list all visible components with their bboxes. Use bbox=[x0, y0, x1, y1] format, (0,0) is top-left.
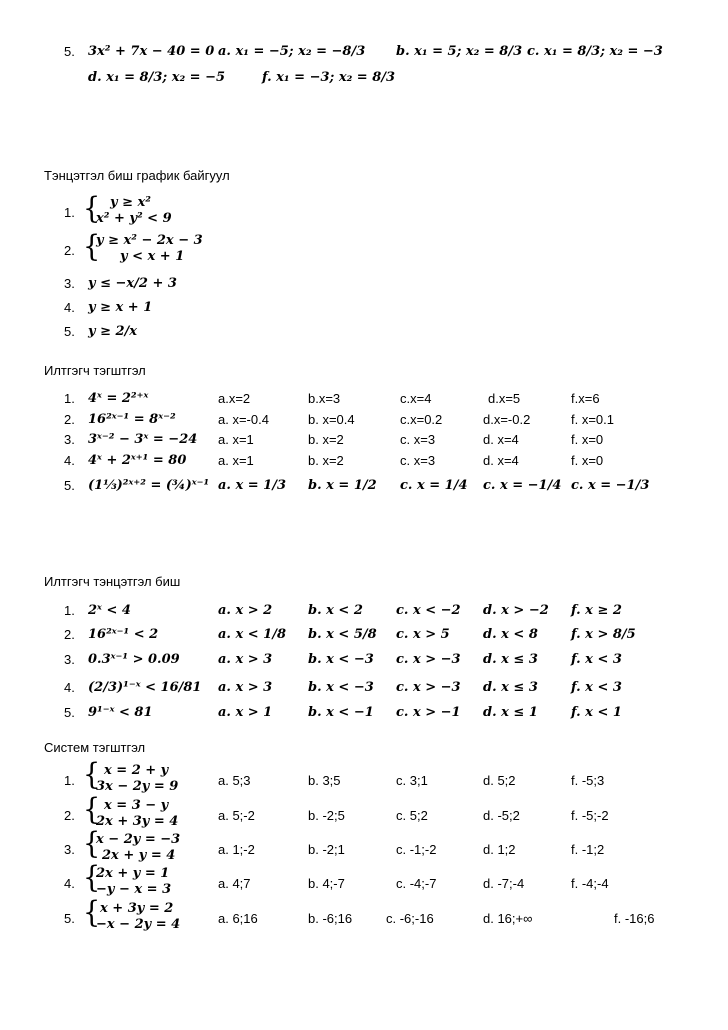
s3-row-1-option-f: f. x ≥ 2 bbox=[571, 603, 622, 618]
s2-row-2-option-a: a. x=-0.4 bbox=[218, 412, 269, 427]
s2-row-2-option-f: f. x=0.1 bbox=[571, 412, 614, 427]
s2-row-4-option-c: c. x=3 bbox=[400, 453, 436, 468]
s4-row-4-option-b: b. 4;-7 bbox=[308, 876, 345, 891]
s2-row-1-option-b: b.x=3 bbox=[308, 391, 341, 406]
s4-row-3-brace: { bbox=[82, 826, 101, 861]
s2-row-1-equation: 4ˣ = 2²⁺ˣ bbox=[88, 391, 149, 406]
s2-row-1-number: 1. bbox=[64, 391, 75, 406]
s4-row-4-brace: { bbox=[82, 860, 101, 895]
s3-row-1-inequality: 2ˣ < 4 bbox=[88, 603, 131, 618]
s1-item-2-system bbox=[96, 233, 203, 265]
s4-row-5-option-a: a. 6;16 bbox=[218, 911, 258, 926]
s4-row-3-system bbox=[96, 832, 180, 864]
s2-row-5-option-f: c. x = −1/3 bbox=[571, 478, 650, 493]
s4-row-2-option-d: d. -5;2 bbox=[483, 808, 520, 823]
s3-row-5-option-f: f. x < 1 bbox=[571, 705, 622, 720]
s3-row-3-inequality: 0.3ˣ⁻¹ > 0.09 bbox=[88, 652, 180, 667]
s1-item-5-expr: y ≥ 2/x bbox=[88, 324, 138, 339]
s3-row-2-option-a: a. x < 1/8 bbox=[218, 627, 287, 642]
s3-row-2-option-d: d. x < 8 bbox=[483, 627, 538, 642]
s4-row-3-number: 3. bbox=[64, 842, 75, 857]
s4-row-5-system bbox=[96, 901, 180, 933]
s4-row-5-option-b: b. -6;16 bbox=[308, 911, 353, 926]
s4-row-5-number: 5. bbox=[64, 911, 75, 926]
s3-row-5-option-d: d. x ≤ 1 bbox=[483, 705, 538, 720]
s1-item-1-line1: y ≥ x² bbox=[110, 195, 151, 210]
s3-row-5-option-c: c. x > −1 bbox=[396, 705, 461, 720]
s4-row-2-option-c: c. 5;2 bbox=[396, 808, 428, 823]
s1-item-3-expr: y ≤ −x/2 + 3 bbox=[88, 276, 177, 291]
s2-row-1-option-f: f.x=6 bbox=[571, 391, 600, 406]
s4-row-3-option-f: f. -1;2 bbox=[571, 842, 605, 857]
s4-row-1-option-d: d. 5;2 bbox=[483, 773, 516, 788]
s4-row-1-number: 1. bbox=[64, 773, 75, 788]
s3-row-4-option-c: c. x > −3 bbox=[396, 680, 461, 695]
s4-row-4-option-f: f. -4;-4 bbox=[571, 876, 609, 891]
s1-item-1-brace: { bbox=[82, 191, 101, 226]
s4-row-2-option-a: a. 5;-2 bbox=[218, 808, 255, 823]
s3-row-4-option-a: a. x > 3 bbox=[218, 680, 273, 695]
section-title-system-equations: Систем тэгштгэл bbox=[44, 740, 146, 755]
s2-row-4-equation: 4ˣ + 2ˣ⁺¹ = 80 bbox=[88, 453, 187, 468]
s4-row-5-brace: { bbox=[82, 895, 101, 930]
s4-row-1-option-b: b. 3;5 bbox=[308, 773, 341, 788]
s2-row-5-option-d: c. x = −1/4 bbox=[483, 478, 562, 493]
s3-row-1-number: 1. bbox=[64, 603, 75, 618]
s4-row-1-option-f: f. -5;3 bbox=[571, 773, 605, 788]
s3-row-4-option-f: f. x < 3 bbox=[571, 680, 622, 695]
s4-row-5-option-c: c. -6;-16 bbox=[386, 911, 434, 926]
s1-item-4-number: 4. bbox=[64, 300, 75, 315]
s2-row-3-option-a: a. x=1 bbox=[218, 432, 254, 447]
s3-row-4-inequality: (2/3)¹⁻ˣ < 16/81 bbox=[88, 680, 202, 695]
s3-row-5-option-a: a. x > 1 bbox=[218, 705, 273, 720]
s2-row-3-option-f: f. x=0 bbox=[571, 432, 604, 447]
s4-row-3-option-d: d. 1;2 bbox=[483, 842, 516, 857]
s3-row-5-option-b: b. x < −1 bbox=[308, 705, 374, 720]
s4-row-3-line1: x − 2y = −3 bbox=[96, 832, 181, 847]
s4-row-5-line1: x + 3y = 2 bbox=[100, 901, 174, 916]
q5-number: 5. bbox=[64, 44, 75, 59]
s4-row-1-line1: x = 2 + y bbox=[104, 763, 169, 778]
s1-item-2-line1: y ≥ x² − 2x − 3 bbox=[96, 233, 203, 248]
s3-row-1-option-a: a. x > 2 bbox=[218, 603, 273, 618]
s2-row-3-option-c: c. x=3 bbox=[400, 432, 436, 447]
s2-row-4-number: 4. bbox=[64, 453, 75, 468]
s2-row-5-option-a: a. x = 1/3 bbox=[218, 478, 287, 493]
q5-equation: 3x² + 7x − 40 = 0 bbox=[88, 44, 215, 59]
s3-row-3-number: 3. bbox=[64, 652, 75, 667]
s3-row-2-option-f: f. x > 8/5 bbox=[571, 627, 636, 642]
s4-row-2-number: 2. bbox=[64, 808, 75, 823]
s3-row-3-option-a: a. x > 3 bbox=[218, 652, 273, 667]
s1-item-4-expr: y ≥ x + 1 bbox=[88, 300, 153, 315]
s4-row-4-line2: −y − x = 3 bbox=[96, 882, 172, 897]
s3-row-1-option-b: b. x < 2 bbox=[308, 603, 363, 618]
section-title-exponential-inequalities: Илтгэгч тэнцэтгэл биш bbox=[44, 574, 181, 589]
s4-row-2-system bbox=[96, 798, 178, 830]
s2-row-3-option-b: b. x=2 bbox=[308, 432, 344, 447]
q5-option-f: f. x₁ = −3; x₂ = 8/3 bbox=[262, 70, 396, 85]
s1-item-5-number: 5. bbox=[64, 324, 75, 339]
s3-row-3-option-b: b. x < −3 bbox=[308, 652, 374, 667]
q5-option-c: c. x₁ = 8/3; x₂ = −3 bbox=[527, 44, 663, 59]
s3-row-4-number: 4. bbox=[64, 680, 75, 695]
q5-option-d: d. x₁ = 8/3; x₂ = −5 bbox=[88, 70, 226, 85]
s4-row-4-option-c: c. -4;-7 bbox=[396, 876, 437, 891]
s2-row-4-option-d: d. x=4 bbox=[483, 453, 519, 468]
section-title-inequality-graphs: Тэнцэтгэл биш график байгуул bbox=[44, 168, 230, 183]
s1-item-2-number: 2. bbox=[64, 243, 75, 258]
s4-row-4-option-a: a. 4;7 bbox=[218, 876, 251, 891]
s3-row-1-option-d: d. x > −2 bbox=[483, 603, 549, 618]
s2-row-5-option-c: c. x = 1/4 bbox=[400, 478, 468, 493]
s3-row-5-number: 5. bbox=[64, 705, 75, 720]
s3-row-2-inequality: 16²ˣ⁻¹ < 2 bbox=[88, 627, 159, 642]
s3-row-3-option-d: d. x ≤ 3 bbox=[483, 652, 538, 667]
s3-row-2-number: 2. bbox=[64, 627, 75, 642]
s3-row-4-option-d: d. x ≤ 3 bbox=[483, 680, 538, 695]
s2-row-3-equation: 3ˣ⁻² − 3ˣ = −24 bbox=[88, 432, 198, 447]
s1-item-1-number: 1. bbox=[64, 205, 75, 220]
s3-row-2-option-c: c. x > 5 bbox=[396, 627, 450, 642]
s2-row-1-option-d: d.x=5 bbox=[488, 391, 521, 406]
s4-row-2-brace: { bbox=[82, 792, 101, 827]
s3-row-3-option-c: c. x > −3 bbox=[396, 652, 461, 667]
s4-row-2-line1: x = 3 − y bbox=[104, 798, 169, 813]
s4-row-4-system bbox=[96, 866, 171, 898]
s2-row-5-equation: (1⅓)²ˣ⁺² = (¾)ˣ⁻¹ bbox=[88, 478, 210, 493]
s2-row-2-option-c: c.x=0.2 bbox=[400, 412, 443, 427]
s1-item-1-system bbox=[96, 195, 172, 227]
s2-row-3-number: 3. bbox=[64, 432, 75, 447]
s1-item-1-line2: x² + y² < 9 bbox=[96, 211, 172, 226]
s2-row-2-option-b: b. x=0.4 bbox=[308, 412, 355, 427]
q5-option-a: a. x₁ = −5; x₂ = −8/3 bbox=[218, 44, 366, 59]
s2-row-4-option-f: f. x=0 bbox=[571, 453, 604, 468]
s4-row-5-option-d: d. 16;+∞ bbox=[483, 911, 533, 926]
s2-row-4-option-b: b. x=2 bbox=[308, 453, 344, 468]
s4-row-1-system bbox=[96, 763, 178, 795]
s2-row-5-number: 5. bbox=[64, 478, 75, 493]
s4-row-4-line1: 2x + y = 1 bbox=[96, 866, 170, 881]
s4-row-4-number: 4. bbox=[64, 876, 75, 891]
s4-row-3-option-c: c. -1;-2 bbox=[396, 842, 437, 857]
s1-item-2-brace: { bbox=[82, 229, 101, 264]
s4-row-2-option-b: b. -2;5 bbox=[308, 808, 345, 823]
section-title-exponential-equations: Илтгэгч тэгштгэл bbox=[44, 363, 146, 378]
s4-row-3-line2: 2x + y = 4 bbox=[102, 848, 176, 863]
s4-row-1-option-c: c. 3;1 bbox=[396, 773, 428, 788]
s4-row-3-option-b: b. -2;1 bbox=[308, 842, 345, 857]
s3-row-2-option-b: b. x < 5/8 bbox=[308, 627, 377, 642]
s2-row-2-number: 2. bbox=[64, 412, 75, 427]
s4-row-5-line2: −x − 2y = 4 bbox=[96, 917, 181, 932]
s2-row-2-option-d: d.x=-0.2 bbox=[483, 412, 531, 427]
s3-row-1-option-c: c. x < −2 bbox=[396, 603, 461, 618]
s4-row-1-line2: 3x − 2y = 9 bbox=[96, 779, 179, 794]
s4-row-5-option-f: f. -16;6 bbox=[614, 911, 655, 926]
s1-item-2-line2: y < x + 1 bbox=[120, 249, 185, 264]
s2-row-4-option-a: a. x=1 bbox=[218, 453, 254, 468]
s4-row-3-option-a: a. 1;-2 bbox=[218, 842, 255, 857]
s4-row-2-line2: 2x + 3y = 4 bbox=[96, 814, 179, 829]
s4-row-1-brace: { bbox=[82, 757, 101, 792]
s2-row-3-option-d: d. x=4 bbox=[483, 432, 519, 447]
s2-row-1-option-a: a.x=2 bbox=[218, 391, 251, 406]
s3-row-4-option-b: b. x < −3 bbox=[308, 680, 374, 695]
s2-row-5-option-b: b. x = 1/2 bbox=[308, 478, 377, 493]
s2-row-1-option-c: c.x=4 bbox=[400, 391, 432, 406]
s3-row-5-inequality: 9¹⁻ˣ < 81 bbox=[88, 705, 153, 720]
s4-row-4-option-d: d. -7;-4 bbox=[483, 876, 525, 891]
s4-row-2-option-f: f. -5;-2 bbox=[571, 808, 609, 823]
s1-item-3-number: 3. bbox=[64, 276, 75, 291]
s3-row-3-option-f: f. x < 3 bbox=[571, 652, 622, 667]
s4-row-1-option-a: a. 5;3 bbox=[218, 773, 251, 788]
s2-row-2-equation: 16²ˣ⁻¹ = 8ˣ⁻² bbox=[88, 412, 176, 427]
q5-option-b: b. x₁ = 5; x₂ = 8/3 bbox=[396, 44, 523, 59]
